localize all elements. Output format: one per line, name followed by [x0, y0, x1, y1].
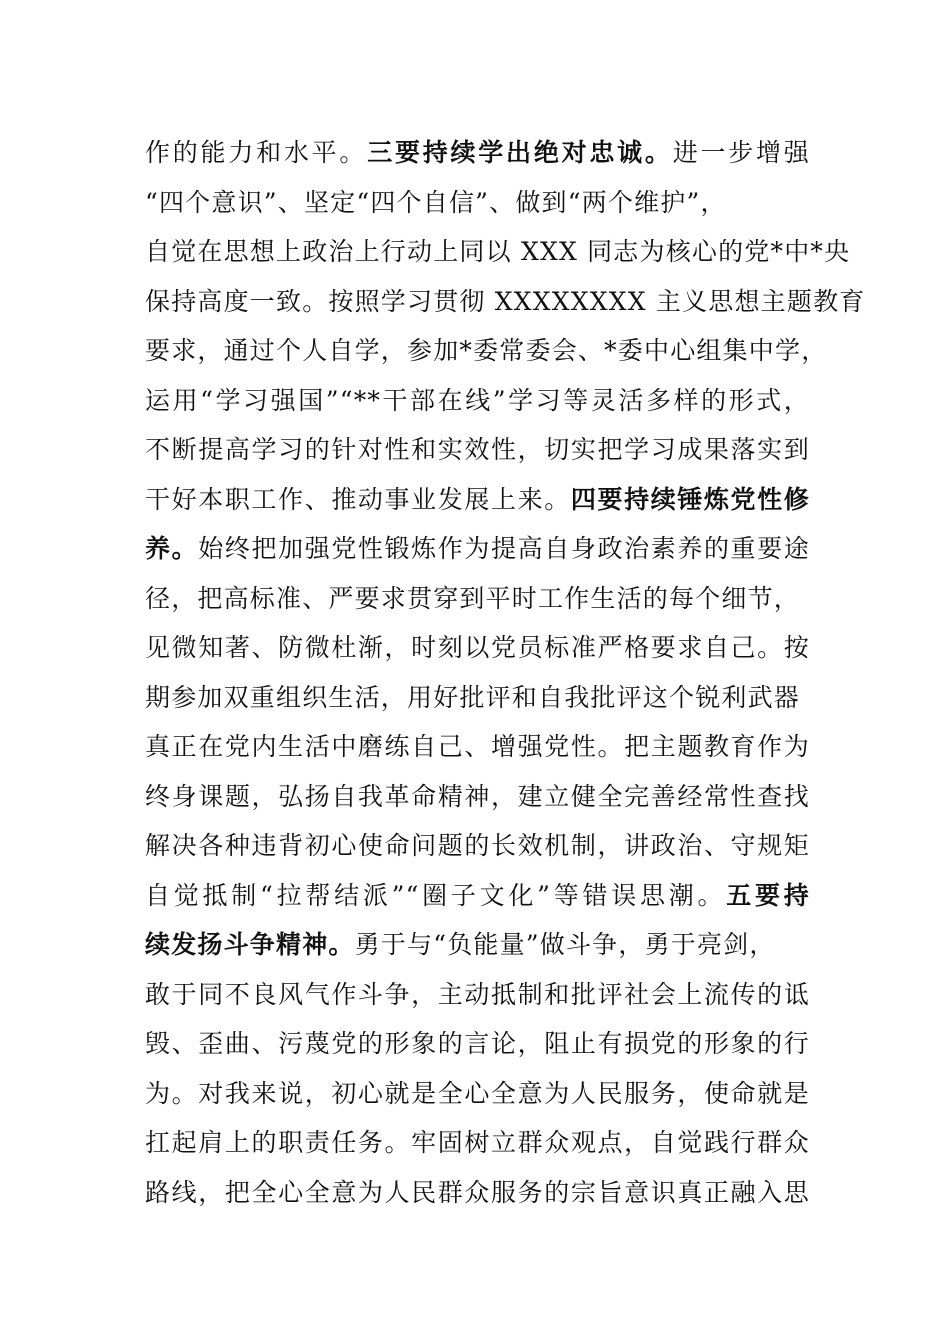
paragraph-text: 作的能力和水平。 [145, 138, 368, 167]
bold-heading-text: 五要持 [726, 880, 810, 910]
paragraph-text: 毁、歪曲、污蔑党的形象的言论，阻止有损党的形象的行 [145, 1029, 810, 1058]
paragraph-text: 见微知著、防微杜渐，时刻以党员标准严格要求自己。按 [145, 633, 810, 662]
text-line [145, 1118, 810, 1168]
text-line [145, 574, 810, 624]
text-line [145, 227, 851, 277]
paragraph-text: 扛起肩上的职责任务。牢固树立群众观点，自觉践行群众 [145, 1128, 810, 1157]
paragraph-text: 不断提高学习的针对性和实效性，切实把学习成果落实到 [145, 435, 810, 464]
text-line [145, 970, 810, 1020]
text-line [145, 475, 810, 525]
text-line [145, 623, 810, 673]
text-line [145, 772, 810, 822]
text-line [145, 673, 810, 723]
text-line [145, 277, 866, 327]
paragraph-text: 敢于同不良风气作斗争，主动抵制和批评社会上流传的诋 [145, 979, 810, 1009]
paragraph-text: 勇于与“负能量”做斗争，勇于亮剑， [354, 930, 776, 959]
paragraph-text: 解决各种违背初心使命问题的长效机制，讲政治、守规矩 [145, 831, 810, 860]
text-line [145, 722, 810, 772]
paragraph-text: 运用“学习强国”“**干部在线”学习等灵活多样的形式， [145, 385, 810, 415]
text-line [145, 1069, 810, 1119]
text-line [145, 326, 828, 376]
paragraph-text: 真正在党内生活中磨练自己、增强党性。把主题教育作为 [145, 732, 810, 761]
bold-heading-text: 续发扬斗争精神。 [145, 930, 355, 959]
text-line [145, 1019, 810, 1069]
paragraph-text: 路线，把全心全意为人民群众服务的宗旨意识真正融入思 [145, 1177, 810, 1207]
paragraph-text: 为。对我来说，初心就是全心全意为人民服务，使命就是 [145, 1078, 810, 1108]
text-line [145, 178, 810, 228]
text-line [145, 1168, 810, 1218]
text-line [145, 425, 810, 475]
text-line [145, 128, 810, 178]
paragraph-text: 自觉抵制“拉帮结派”“圈子文化”等错误思潮。 [145, 880, 727, 910]
bold-heading-text: 三要持续学出绝对忠诚。 [367, 138, 673, 167]
body-text [145, 128, 866, 1217]
paragraph-text: “四个意识”、坚定“四个自信”、做到“两个维护”， [145, 187, 727, 217]
paragraph-text: 保持高度一致。按照学习贯彻 XXXXXXXX 主义思想主题教育 [145, 286, 866, 316]
paragraph-text: 终身课题，弘扬自我革命精神，建立健全完善经常性查找 [145, 781, 810, 811]
paragraph-text: 期参加双重组织生活，用好批评和自我批评这个锐利武器 [145, 682, 801, 712]
bold-heading-text: 养。 [145, 534, 199, 563]
text-line [145, 871, 810, 921]
text-line [145, 524, 810, 574]
text-line [145, 821, 810, 871]
text-line [145, 376, 810, 426]
paragraph-text: 进一步增强 [672, 138, 810, 167]
bold-heading-text: 四要持续锤炼党性修 [570, 484, 810, 514]
text-line [145, 920, 810, 970]
paragraph-text: 始终把加强党性锻炼作为提高自身政治素养的重要途 [198, 534, 810, 563]
paragraph-text: 自觉在思想上政治上行动上同以 XXX 同志为核心的党*中*央 [145, 237, 851, 266]
paragraph-text: 径，把高标准、严要求贯穿到平时工作生活的每个细节， [145, 583, 801, 613]
paragraph-text: 干好本职工作、推动事业发展上来。 [145, 484, 571, 514]
paragraph-text: 要求，通过个人自学，参加*委常委会、*委中心组集中学， [145, 336, 828, 365]
